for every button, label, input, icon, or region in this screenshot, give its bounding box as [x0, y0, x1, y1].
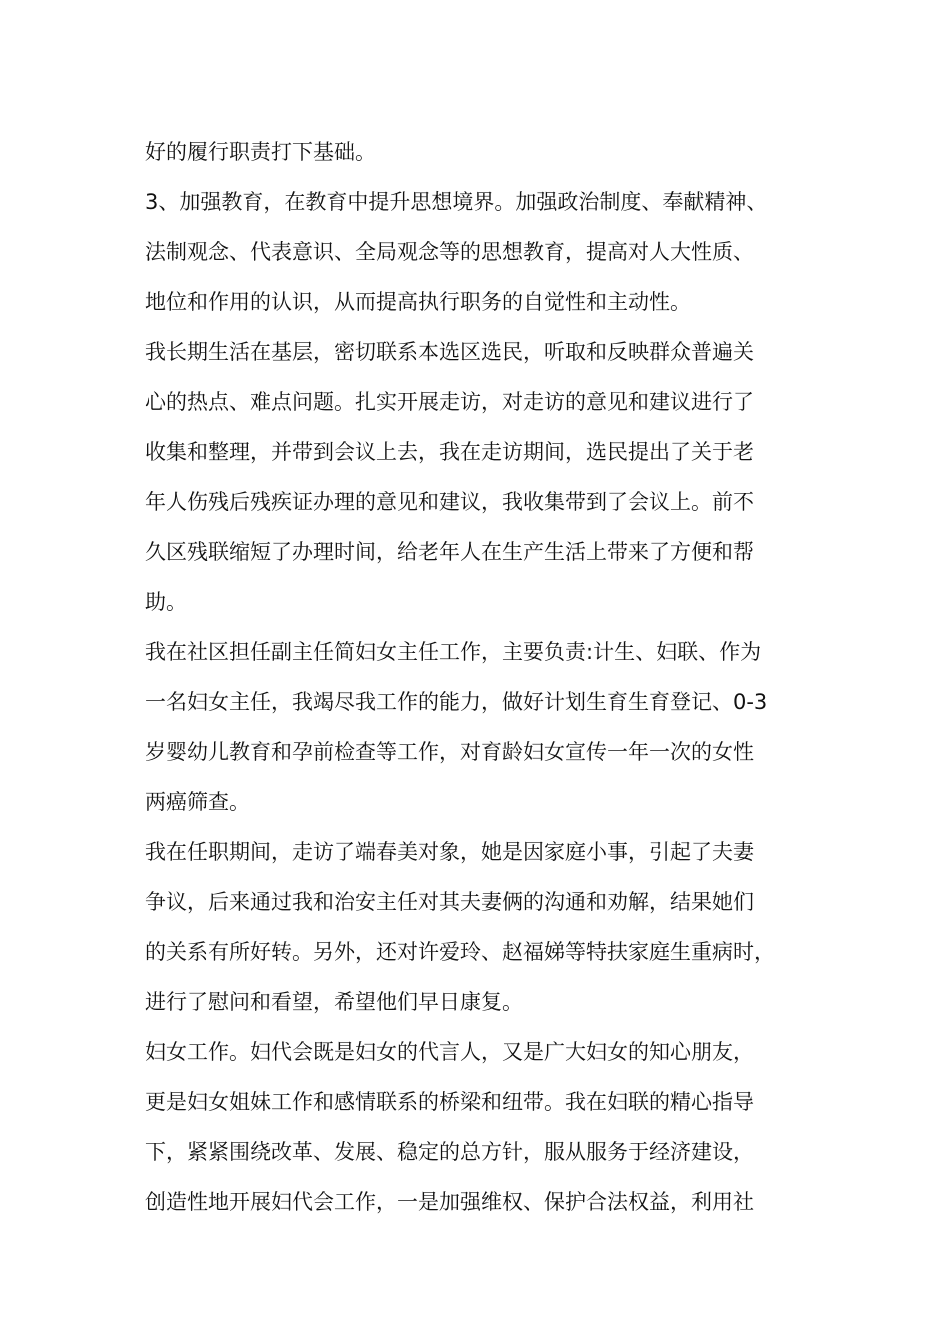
text-line: 年人伤残后残疾证办理的意见和建议，我收集带到了会议上。前不 — [145, 490, 754, 514]
text-line: 我长期生活在基层，密切联系本选区选民，听取和反映群众普遍关 — [145, 340, 754, 364]
text-line: 争议，后来通过我和治安主任对其夫妻俩的沟通和劝解，结果她们 — [145, 890, 754, 914]
text-line: 久区残联缩短了办理时间，给老年人在生产生活上带来了方便和帮 — [145, 540, 754, 564]
text-line: 进行了慰问和看望，希望他们早日康复。 — [145, 990, 523, 1014]
text-line: 下，紧紧围绕改革、发展、稳定的总方针，服从服务于经济建设， — [145, 1140, 754, 1164]
text-line: 3、加强教育，在教育中提升思想境界。加强政治制度、奉献精神、 — [145, 190, 768, 214]
text-line: 更是妇女姐妹工作和感情联系的桥梁和纽带。我在妇联的精心指导 — [145, 1090, 754, 1114]
text-line: 妇女工作。妇代会既是妇女的代言人，又是广大妇女的知心朋友， — [145, 1040, 754, 1064]
text-line: 的关系有所好转。另外，还对许爱玲、赵福娣等特扶家庭生重病时， — [145, 940, 775, 964]
text-line: 助。 — [145, 590, 187, 614]
text-line: 我在任职期间，走访了端春美对象，她是因家庭小事，引起了夫妻 — [145, 840, 754, 864]
text-line: 法制观念、代表意识、全局观念等的思想教育，提高对人大性质、 — [145, 240, 754, 264]
text-line: 好的履行职责打下基础。 — [145, 140, 376, 164]
text-line: 两癌筛查。 — [145, 790, 250, 814]
text-line: 心的热点、难点问题。扎实开展走访，对走访的意见和建议进行了 — [145, 390, 754, 414]
text-line: 岁婴幼儿教育和孕前检查等工作，对育龄妇女宣传一年一次的女性 — [145, 740, 754, 764]
text-line: 一名妇女主任，我竭尽我工作的能力，做好计划生育生育登记、0-3 — [145, 690, 768, 714]
text-line: 创造性地开展妇代会工作，一是加强维权、保护合法权益，利用社 — [145, 1190, 754, 1214]
text-line: 收集和整理，并带到会议上去，我在走访期间，选民提出了关于老 — [145, 440, 754, 464]
text-line: 地位和作用的认识，从而提高执行职务的自觉性和主动性。 — [145, 290, 691, 314]
text-line: 我在社区担任副主任简妇女主任工作，主要负责:计生、妇联、作为 — [145, 640, 762, 664]
